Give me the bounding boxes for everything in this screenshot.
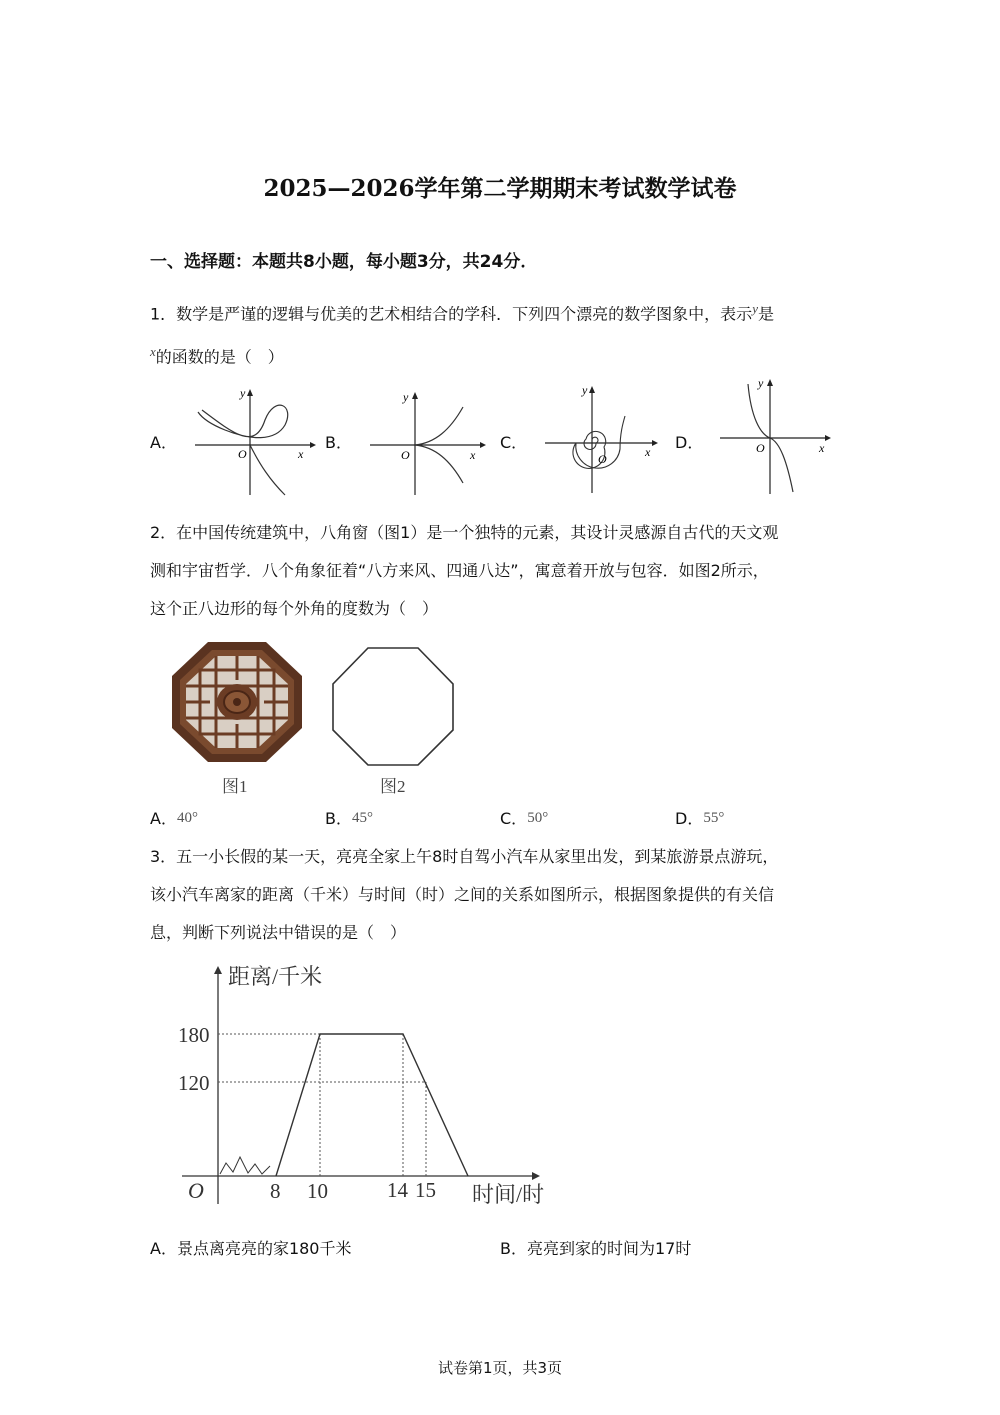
q2-option-b-label: B． [325,809,352,828]
section-heading: 一、选择题：本题共8小题，每小题3分，共24分． [150,252,538,272]
graph-origin: O [188,1178,204,1203]
q1-option-b[interactable]: B． [325,433,352,452]
graph-xtick-8: 8 [270,1179,281,1203]
q1-text-line1: 1．数学是严谨的逻辑与优美的艺术相结合的学科．下列四个漂亮的数学图象中，表示 [150,304,753,324]
q1d-origin: O [756,441,765,455]
q2-option-d-label: D． [675,809,704,828]
question-3 [150,838,850,952]
q2-option-c[interactable] [500,806,548,829]
q1c-axis-x: x [645,445,651,459]
graph-xtick-15: 15 [415,1178,436,1202]
q1-graph-d [715,372,840,497]
graph-ytick-180: 180 [178,1023,210,1047]
octagonal-window-image [170,640,304,764]
q3-text-line1: 3．五一小长假的某一天，亮亮全家上午8时自驾小汽车从家里出发，到某旅游景点游玩， [150,847,779,866]
q2-option-a-label: A． [150,809,177,828]
q1b-axis-x: x [470,448,476,462]
graph-ytick-120: 120 [178,1071,210,1095]
q1a-origin: O [238,447,247,461]
q2-option-d-value: 55° [703,810,725,826]
q1c-axis-y: y [582,383,588,397]
q1d-axis-x: x [819,441,825,455]
q1a-axis-y: y [240,386,246,400]
q1d-axis-y: y [758,376,764,390]
q1a-axis-x: x [298,447,304,461]
graph-xlabel: 时间/时 [472,1182,545,1207]
q1c-origin: O [598,452,607,466]
q1b-axis-y: y [403,390,409,404]
q1-text-line2: 的函数的是（ ） [155,347,284,367]
q3-option-b[interactable]: B．亮亮到家的时间为17时 [500,1239,692,1258]
q2-option-c-value: 50° [527,810,549,826]
q2-option-a-value: 40° [176,810,198,826]
q2-option-a[interactable] [150,806,198,829]
q2-option-b[interactable] [325,806,373,829]
q1-graph-b [365,385,490,500]
q1-var-y: y [752,301,758,316]
graph-xtick-14: 14 [387,1178,408,1202]
q3-text-line3: 息，判断下列说法中错误的是（ ） [150,923,407,942]
q2-text-line3: 这个正八边形的每个外角的度数为（ ） [150,599,439,618]
fig1-caption: 图1 [222,777,248,796]
q1-option-c[interactable]: C． [500,433,528,452]
fig2-caption: 图2 [380,777,406,796]
q1-option-a[interactable]: A． [150,433,177,452]
q3-option-a[interactable]: A．景点离亮亮的家180千米 [150,1239,352,1258]
q1-var-x: x [150,344,156,360]
q2-option-c-label: C． [500,809,528,828]
q1-graph-c [540,378,665,498]
q2-text-line1: 2．在中国传统建筑中，八角窗（图1）是一个独特的元素，其设计灵感源自古代的天文观 [150,523,779,542]
q3-text-line2: 该小汽车离家的距离（千米）与时间（时）之间的关系如图所示，根据图象提供的有关信 [150,885,775,904]
distance-time-graph [170,960,570,1210]
graph-xtick-10: 10 [307,1179,328,1203]
question-2 [150,514,850,628]
octagon-diagram [330,646,456,768]
graph-ylabel: 距离/千米 [228,964,323,989]
exam-title: 2025—2026学年第二学期期末考试数学试卷 [263,175,737,202]
q2-option-b-value: 45° [351,810,373,826]
q1b-origin: O [401,448,410,462]
q1-option-d[interactable]: D． [675,433,704,452]
q1-graph-a [190,380,320,500]
page-footer: 试卷第1页，共3页 [437,1359,563,1377]
q1-text-after-y: 是 [757,304,774,324]
question-1 [150,290,850,377]
q2-text-line2: 测和宇宙哲学．八个角象征着“八方来风、四通八达”，寓意着开放与包容．如图2所示， [150,561,769,580]
q2-option-d[interactable] [675,806,724,829]
